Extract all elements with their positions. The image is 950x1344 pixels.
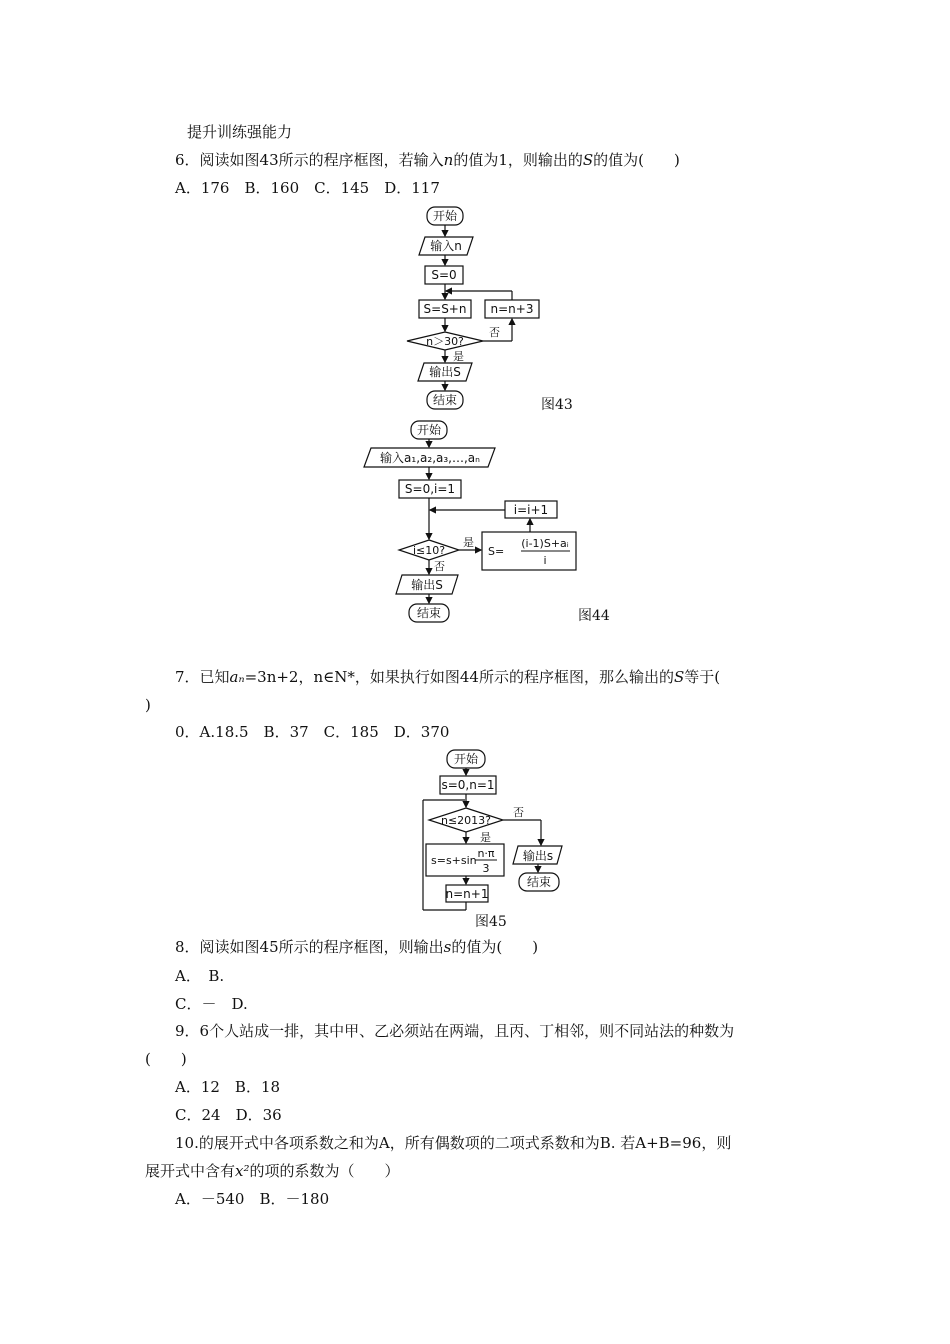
fig45-init-label: s=0,n=1 [441,778,495,792]
fig43-no-label: 否 [489,326,500,339]
fig44-init-label: S=0,i=1 [404,482,456,496]
q7-var-an: aₙ [229,668,245,686]
fig44-formula-numerator: (i-1)S+aᵢ [521,537,569,550]
q7-stem-part: =3n+2，n∈N*，如果执行如图44所示的程序框图，那么输出的 [244,668,674,686]
question-9-options-ab: A．12 B．18 [175,1078,281,1096]
fig44-formula-lhs: S= [488,545,505,558]
fig45-output-label: 输出s [522,849,554,863]
fig43-init-label: S=0 [431,268,457,282]
question-8-options-cd: C．－ D. [175,995,248,1013]
fig44-input-label: 输入a₁,a₂,a₃,…,aₙ [380,451,480,465]
q7-stem-part: 等于( [684,668,721,686]
fig44-caption: 图44 [578,608,610,624]
fig45-end-label: 结束 [526,875,552,889]
fig43-caption: 图43 [541,397,573,413]
question-8-stem [175,938,538,956]
section-title: 提升训练强能力 [187,123,293,141]
fig43-step-label: n=n+3 [490,302,534,316]
fig44-start-label: 开始 [416,423,442,437]
fig44-output-label: 输出S [411,578,443,592]
fig44-condition-label: i≤10? [412,544,446,557]
fig45-update-denominator: 3 [482,862,490,875]
question-6-options: A．176 B．160 C．145 D．117 [175,179,440,197]
fig44-yes-label: 是 [463,536,474,549]
q8-stem-part: 的值为( ) [451,938,539,956]
q6-stem-part: 的值为1，则输出的 [453,151,583,169]
question-9-stem-cont: ( ) [145,1050,187,1068]
fig43-condition-label: n＞30? [426,335,464,348]
question-7-options: 0．A.18.5 B．37 C．185 D．370 [175,723,450,741]
fig45-no-label: 否 [513,806,524,819]
q6-var-n: n [443,151,454,169]
fig45-condition-label: n≤2013? [440,814,492,827]
question-9-options-cd: C．24 D．36 [175,1106,282,1124]
q6-stem-part: 的值为( ) [593,151,680,169]
fig43-end-label: 结束 [432,393,458,407]
fig43-start-label: 开始 [432,209,458,223]
fig43-yes-label: 是 [453,350,464,363]
question-10-stem: 10.的展开式中各项系数之和为A，所有偶数项的二项式系数和为B. 若A+B=96，则 [175,1134,732,1152]
q8-stem-part: 8．阅读如图45所示的程序框图，则输出 [175,938,444,956]
q6-var-S: S [582,151,594,169]
fig43-input-label: 输入n [430,239,462,253]
q7-var-S: S [673,668,685,686]
q8-var-s: s [443,938,452,956]
question-8-options-ab: A． B. [175,967,225,985]
question-9-stem: 9．6个人站成一排，其中甲、乙必须站在两端，且丙、丁相邻，则不同站法的种数为 [175,1022,735,1040]
fig44-no-label: 否 [434,560,445,573]
q7-stem-part: 7．已知 [175,668,230,686]
fig45-start-label: 开始 [453,752,479,766]
fig43-update-label: S=S+n [423,302,467,316]
fig44-formula-denominator: i [543,554,547,567]
q6-stem-part: 6．阅读如图43所示的程序框图，若输入 [175,151,444,169]
fig44-end-label: 结束 [416,606,442,620]
fig43-output-label: 输出S [429,365,461,379]
fig45-update-numerator: n·π [477,847,495,860]
question-10-options: A．－540 B．－180 [175,1190,330,1208]
fig45-yes-label: 是 [480,831,491,844]
q10-stem-part: 展开式中含有 [145,1162,236,1180]
fig45-caption: 图45 [475,914,507,930]
question-7-stem-cont: ) [145,696,151,714]
q10-var-x2: x² [235,1162,250,1180]
fig45-update-lhs: s=s+sin [431,854,477,867]
fig44-step-label: i=i+1 [513,503,549,517]
fig45-step-label: n=n+1 [445,887,489,901]
question-10-stem-cont [145,1162,400,1180]
q10-stem-part: 的项的系数为（ ） [249,1162,400,1180]
